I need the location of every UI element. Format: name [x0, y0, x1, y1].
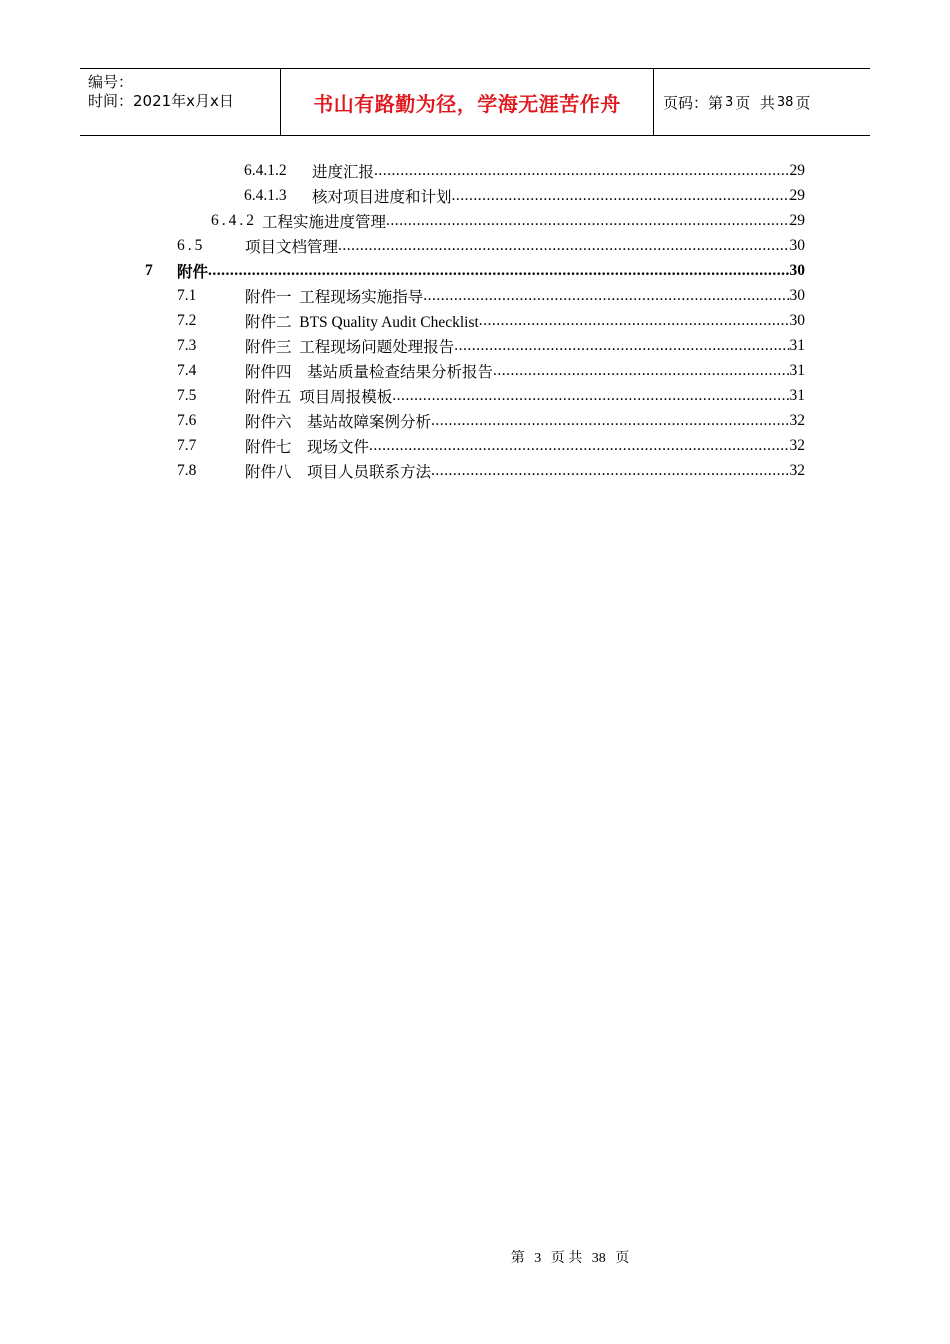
- toc-page: 31: [789, 336, 805, 354]
- toc-dots: [392, 387, 789, 405]
- toc-leader: [245, 360, 805, 382]
- toc-title: 工程实施进度管理: [262, 213, 387, 231]
- toc-leader: [245, 310, 805, 332]
- toc-page: 29: [789, 186, 805, 204]
- footer-page-number: 3: [534, 1251, 542, 1266]
- toc-page: 30: [789, 286, 805, 304]
- toc-leader: [245, 285, 805, 307]
- toc-dots: [369, 437, 789, 455]
- toc-number: 6.4.2: [211, 211, 257, 229]
- toc-number: 7.2: [177, 311, 197, 329]
- toc-dots: [208, 262, 789, 280]
- time-label: 时间：2021年x月x日: [88, 92, 234, 110]
- toc-entry[interactable]: [0, 458, 950, 483]
- toc-number: 6.4.1.3: [244, 186, 287, 204]
- toc-page: 32: [789, 411, 805, 429]
- toc-page: 29: [789, 211, 805, 229]
- page-total: 38: [776, 94, 794, 110]
- toc-title: 附件八 项目人员联系方法: [245, 463, 432, 481]
- toc-dots: [386, 212, 789, 230]
- toc-title: 附件: [177, 263, 209, 281]
- toc-number: 6.4.1.2: [244, 161, 287, 179]
- toc-entry-chapter[interactable]: [0, 258, 950, 283]
- toc-entry[interactable]: [0, 433, 950, 458]
- toc-number: 6.5: [177, 236, 206, 254]
- toc-title: 进度汇报: [312, 163, 375, 181]
- toc-number: 7: [145, 261, 153, 279]
- toc-leader: [245, 385, 805, 407]
- footer-mid: 页 共: [550, 1251, 583, 1266]
- footer-page-total: 38: [591, 1251, 606, 1266]
- toc-number: 7.8: [177, 461, 197, 479]
- toc-dots: [493, 362, 789, 380]
- toc-title: 项目文档管理: [245, 238, 339, 256]
- footer-suffix: 页: [615, 1251, 630, 1266]
- toc-page: 31: [789, 386, 805, 404]
- page-footer: [0, 1247, 950, 1267]
- table-of-contents: [0, 158, 950, 483]
- toc-title: 核对项目进度和计划: [312, 188, 452, 206]
- header-meta: [80, 69, 281, 135]
- code-label: 编号：: [88, 73, 134, 91]
- toc-title: 附件二 BTS Quality Audit Checklist: [245, 313, 479, 331]
- toc-entry[interactable]: [0, 383, 950, 408]
- toc-leader: [245, 235, 805, 257]
- toc-entry[interactable]: [0, 358, 950, 383]
- header-page-info: [654, 69, 870, 135]
- toc-dots: [431, 412, 789, 430]
- toc-page: 29: [789, 161, 805, 179]
- toc-dots: [431, 462, 789, 480]
- footer-prefix: 第: [510, 1251, 525, 1266]
- toc-entry[interactable]: [0, 183, 950, 208]
- toc-entry[interactable]: [0, 233, 950, 258]
- toc-entry[interactable]: [0, 333, 950, 358]
- toc-title: 附件一 工程现场实施指导: [245, 288, 424, 306]
- toc-leader: [245, 460, 805, 482]
- toc-number: 7.6: [177, 411, 197, 429]
- toc-leader: [312, 185, 805, 207]
- toc-title: 附件五 项目周报模板: [245, 388, 393, 406]
- page-prefix: 页码：第: [663, 93, 724, 112]
- toc-leader: [245, 410, 805, 432]
- toc-page: 32: [789, 436, 805, 454]
- toc-leader: [245, 435, 805, 457]
- toc-page: 31: [789, 361, 805, 379]
- page-mid: 页 共: [735, 93, 775, 112]
- toc-number: 7.5: [177, 386, 197, 404]
- toc-entry[interactable]: [0, 158, 950, 183]
- toc-dots: [454, 337, 789, 355]
- toc-leader: [245, 335, 805, 357]
- toc-title: 附件七 现场文件: [245, 438, 370, 456]
- toc-dots: [374, 162, 789, 180]
- toc-page: 30: [789, 311, 805, 329]
- toc-dots: [338, 237, 789, 255]
- toc-page: 32: [789, 461, 805, 479]
- toc-title: 附件三 工程现场问题处理报告: [245, 338, 455, 356]
- page-header: [80, 68, 870, 136]
- toc-leader: [312, 160, 805, 182]
- toc-dots: [423, 287, 789, 305]
- toc-page: 30: [789, 236, 805, 254]
- toc-number: 7.4: [177, 361, 197, 379]
- header-motto: 书山有路勤为径，学海无涯苦作舟: [281, 69, 654, 135]
- toc-number: 7.1: [177, 286, 197, 304]
- toc-title: 附件四 基站质量检查结果分析报告: [245, 363, 494, 381]
- toc-title: 附件六 基站故障案例分析: [245, 413, 432, 431]
- toc-number: 7.3: [177, 336, 197, 354]
- toc-entry[interactable]: [0, 208, 950, 233]
- toc-leader: [262, 210, 805, 232]
- toc-dots: [479, 312, 790, 330]
- toc-page: 30: [789, 261, 805, 279]
- page-suffix: 页: [795, 93, 811, 112]
- toc-leader: [177, 260, 805, 282]
- toc-entry[interactable]: [0, 308, 950, 333]
- toc-dots: [452, 187, 790, 205]
- toc-entry[interactable]: [0, 408, 950, 433]
- page-number: 3: [725, 94, 734, 110]
- toc-entry[interactable]: [0, 283, 950, 308]
- toc-number: 7.7: [177, 436, 197, 454]
